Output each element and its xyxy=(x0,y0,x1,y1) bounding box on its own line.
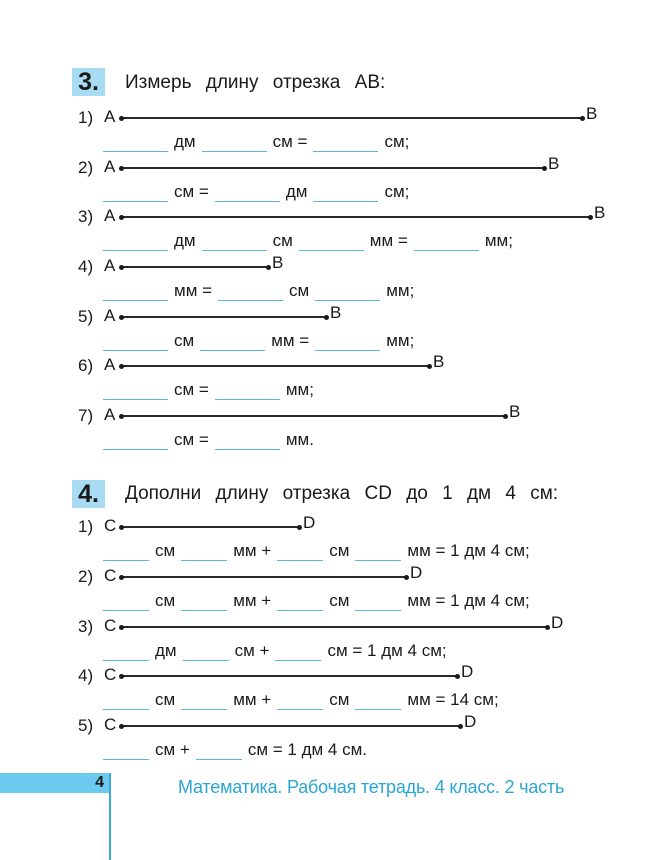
unit-label: дм xyxy=(174,132,196,151)
point-label-end: D xyxy=(464,712,477,731)
answer-blank[interactable] xyxy=(299,234,364,251)
unit-label: мм = 14 см; xyxy=(407,690,499,709)
answer-blank[interactable] xyxy=(103,135,168,152)
answer-blank[interactable] xyxy=(181,544,227,561)
point-label-end: D xyxy=(303,513,316,532)
unit-label: см = xyxy=(272,132,308,151)
answer-blank[interactable] xyxy=(103,383,168,400)
answer-line xyxy=(103,541,536,561)
answer-blank[interactable] xyxy=(355,594,401,611)
segment-line xyxy=(121,216,590,218)
point-label-start: C xyxy=(104,516,117,535)
answer-blank[interactable] xyxy=(196,743,242,760)
answer-blank[interactable] xyxy=(414,234,479,251)
point-label-start: A xyxy=(104,256,116,275)
unit-label: мм = 1 дм 4 см; xyxy=(407,541,530,560)
answer-line xyxy=(103,641,453,661)
segment-start-dot xyxy=(119,625,124,630)
answer-line xyxy=(103,281,420,301)
segment-end-dot xyxy=(427,364,432,369)
answer-line xyxy=(103,430,320,450)
answer-line xyxy=(103,380,320,400)
answer-line xyxy=(103,132,415,152)
unit-label: см xyxy=(155,690,176,709)
segment-end-dot xyxy=(545,625,550,630)
segment-end-dot xyxy=(297,525,302,530)
segment-start-dot xyxy=(119,315,124,320)
unit-label: см; xyxy=(384,132,410,151)
point-label-end: B xyxy=(272,253,284,272)
unit-label: см xyxy=(155,591,176,610)
point-label-start: A xyxy=(104,355,116,374)
answer-blank[interactable] xyxy=(218,284,283,301)
unit-label: дм xyxy=(155,641,177,660)
answer-blank[interactable] xyxy=(103,433,168,450)
page-number: 4 xyxy=(95,774,104,791)
segment-end-dot xyxy=(542,166,547,171)
item-number: 4) xyxy=(78,257,94,276)
segment-line xyxy=(121,675,457,677)
answer-blank[interactable] xyxy=(313,185,378,202)
segment-start-dot xyxy=(119,265,124,270)
answer-blank[interactable] xyxy=(202,135,267,152)
answer-line xyxy=(103,740,373,760)
answer-line xyxy=(103,182,415,202)
answer-blank[interactable] xyxy=(355,693,401,710)
answer-blank[interactable] xyxy=(103,544,149,561)
item-number: 1) xyxy=(78,108,94,127)
item-number: 4) xyxy=(78,666,94,685)
unit-label: см + xyxy=(155,740,190,759)
segment-start-dot xyxy=(119,166,124,171)
item-number: 6) xyxy=(78,356,94,375)
answer-blank[interactable] xyxy=(181,594,227,611)
unit-label: см = 1 дм 4 см; xyxy=(327,641,447,660)
point-label-start: A xyxy=(104,405,116,424)
point-label-end: B xyxy=(548,154,560,173)
point-label-end: D xyxy=(410,563,423,582)
unit-label: мм + xyxy=(233,690,272,709)
answer-blank[interactable] xyxy=(277,544,323,561)
book-title: Математика. Рабочая тетрадь. 4 класс. 2 часть xyxy=(178,777,565,797)
segment-start-dot xyxy=(119,414,124,419)
segment-start-dot xyxy=(119,724,124,729)
point-label-start: A xyxy=(104,306,116,325)
unit-label: мм = xyxy=(369,231,408,250)
answer-blank[interactable] xyxy=(277,594,323,611)
item-number: 7) xyxy=(78,406,94,425)
segment-end-dot xyxy=(588,215,593,220)
answer-blank[interactable] xyxy=(103,185,168,202)
point-label-start: C xyxy=(104,715,117,734)
point-label-end: D xyxy=(461,662,474,681)
point-label-start: C xyxy=(104,616,117,635)
unit-label: см; xyxy=(384,182,410,201)
answer-blank[interactable] xyxy=(103,693,149,710)
unit-label: мм + xyxy=(233,541,272,560)
segment-end-dot xyxy=(404,575,409,580)
segment-line xyxy=(121,316,326,318)
point-label-start: A xyxy=(104,206,116,225)
point-label-start: A xyxy=(104,157,116,176)
segment-start-dot xyxy=(119,364,124,369)
item-number: 5) xyxy=(78,307,94,326)
unit-label: см xyxy=(329,690,350,709)
segment-line xyxy=(121,725,460,727)
item-number: 2) xyxy=(78,158,94,177)
answer-blank[interactable] xyxy=(315,334,380,351)
answer-blank[interactable] xyxy=(103,644,149,661)
point-label-end: B xyxy=(509,402,521,421)
item-number: 5) xyxy=(78,716,94,735)
answer-line xyxy=(103,591,536,611)
task-3-title: Измерь длину отрезка АВ: xyxy=(125,72,386,93)
answer-blank[interactable] xyxy=(103,743,149,760)
unit-label: см xyxy=(329,541,350,560)
unit-label: см xyxy=(289,281,310,300)
answer-blank[interactable] xyxy=(103,334,168,351)
segment-end-dot xyxy=(458,724,463,729)
task-3-badge: 3. xyxy=(72,68,105,96)
unit-label: дм xyxy=(285,182,308,201)
segment-end-dot xyxy=(324,315,329,320)
item-number: 3) xyxy=(78,207,94,226)
segment-line xyxy=(121,576,406,578)
unit-label: мм; xyxy=(386,331,415,350)
segment-line xyxy=(121,415,505,417)
unit-label: мм. xyxy=(285,430,314,449)
unit-label: мм + xyxy=(233,591,272,610)
answer-blank[interactable] xyxy=(103,284,168,301)
segment-start-dot xyxy=(119,116,124,121)
unit-label: мм; xyxy=(386,281,415,300)
unit-label: мм = xyxy=(271,331,310,350)
answer-line xyxy=(103,331,420,351)
point-label-start: C xyxy=(104,566,117,585)
answer-blank[interactable] xyxy=(183,644,229,661)
unit-label: дм xyxy=(174,231,196,250)
answer-blank[interactable] xyxy=(215,185,280,202)
segment-start-dot xyxy=(119,215,124,220)
segment-end-dot xyxy=(266,265,271,270)
unit-label: см = xyxy=(174,182,209,201)
answer-blank[interactable] xyxy=(313,135,378,152)
segment-line xyxy=(121,526,299,528)
point-label-end: B xyxy=(586,104,598,123)
answer-blank[interactable] xyxy=(315,284,380,301)
answer-blank[interactable] xyxy=(215,383,280,400)
point-label-end: D xyxy=(551,613,564,632)
unit-label: см = 1 дм 4 см. xyxy=(247,740,368,759)
point-label-end: B xyxy=(594,203,606,222)
unit-label: см + xyxy=(234,641,270,660)
unit-label: мм = xyxy=(174,281,213,300)
item-number: 1) xyxy=(78,517,94,536)
answer-blank[interactable] xyxy=(200,334,265,351)
segment-line xyxy=(121,266,268,268)
point-label-end: B xyxy=(330,303,342,322)
answer-blank[interactable] xyxy=(215,433,280,450)
unit-label: см xyxy=(329,591,350,610)
segment-start-dot xyxy=(119,575,124,580)
task-4-title: Дополни длину отрезка CD до 1 дм 4 см: xyxy=(125,483,559,504)
task-4-badge: 4. xyxy=(72,480,105,508)
segment-line xyxy=(121,167,544,169)
segment-line xyxy=(121,365,429,367)
segment-end-dot xyxy=(503,414,508,419)
segment-end-dot xyxy=(580,116,585,121)
answer-blank[interactable] xyxy=(202,234,267,251)
unit-label: мм; xyxy=(285,380,314,399)
unit-label: см xyxy=(272,231,293,250)
answer-line xyxy=(103,231,519,251)
point-label-start: A xyxy=(104,107,116,126)
unit-label: см xyxy=(155,541,176,560)
unit-label: см xyxy=(174,331,195,350)
segment-line xyxy=(121,117,582,119)
unit-label: см = xyxy=(174,430,209,449)
answer-blank[interactable] xyxy=(103,234,168,251)
answer-blank[interactable] xyxy=(355,544,401,561)
segment-end-dot xyxy=(455,674,460,679)
segment-line xyxy=(121,626,547,628)
answer-blank[interactable] xyxy=(277,693,323,710)
margin-line xyxy=(109,773,111,860)
segment-start-dot xyxy=(119,525,124,530)
answer-blank[interactable] xyxy=(181,693,227,710)
answer-line xyxy=(103,690,505,710)
answer-blank[interactable] xyxy=(275,644,321,661)
page-number-bar xyxy=(0,773,110,793)
answer-blank[interactable] xyxy=(103,594,149,611)
unit-label: мм; xyxy=(484,231,513,250)
segment-start-dot xyxy=(119,674,124,679)
item-number: 3) xyxy=(78,617,94,636)
point-label-end: B xyxy=(433,352,445,371)
unit-label: см = xyxy=(174,380,209,399)
item-number: 2) xyxy=(78,567,94,586)
point-label-start: C xyxy=(104,665,117,684)
unit-label: мм = 1 дм 4 см; xyxy=(407,591,530,610)
